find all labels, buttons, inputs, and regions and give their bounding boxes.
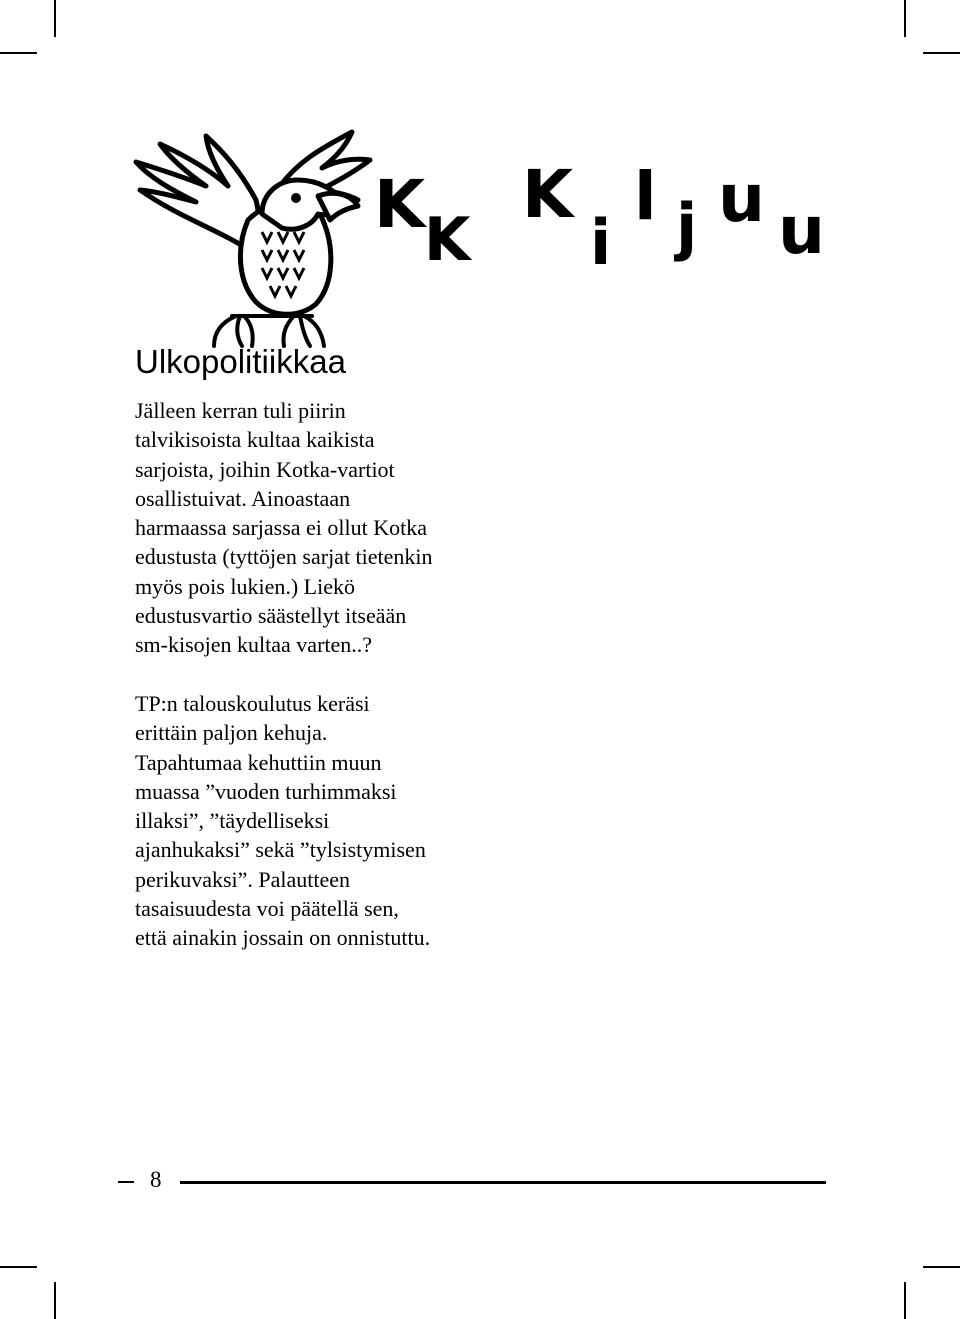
section-heading: Ulkopolitiikkaa: [135, 343, 346, 380]
paragraph-line: erittäin paljon kehuja.: [135, 720, 328, 746]
crop-mark-bottom-right-horizontal: [923, 1266, 960, 1268]
paragraph-line: illaksi”, ”täydelliseksi: [135, 808, 330, 834]
crop-mark-bottom-right-vertical: [904, 1282, 906, 1319]
paragraph-line: osallistuivat. Ainoastaan: [135, 485, 351, 511]
paragraph-line: myös pois lukien.) Liekö: [135, 573, 355, 599]
paragraph-line: talvikisoista kultaa kaikista: [135, 427, 375, 453]
paragraph-line: että ainakin jossain on onnistuttu.: [135, 925, 431, 951]
paragraph-line: edustusta (tyttöjen sarjat tietenkin: [135, 544, 433, 570]
paragraph-line: edustusvartio säästellyt itseään: [135, 603, 407, 629]
crop-mark-bottom-left-horizontal: [0, 1266, 37, 1268]
paragraph-line: tasaisuudesta voi päätellä sen,: [135, 896, 399, 922]
logo-letter-k3: K: [522, 156, 574, 233]
logo-letter-j: j: [676, 190, 698, 263]
paragraph-line: sarjoista, joihin Kotka-vartiot: [135, 456, 395, 482]
eagle-emblem-icon: [0, 0, 960, 360]
paragraph-line: perikuvaksi”. Palautteen: [135, 866, 351, 892]
paragraph-line: sm-kisojen kultaa varten..?: [135, 632, 373, 658]
logo-letter-k1: K: [374, 166, 426, 243]
paragraph-line: muassa ”vuoden turhimmaksi: [135, 778, 397, 804]
paragraph-line: Jälleen kerran tuli piirin: [135, 398, 346, 423]
paragraph-1: [135, 396, 433, 660]
paragraph-line: TP:n talouskoulutus keräsi: [135, 691, 370, 716]
paragraph-line: harmaassa sarjassa ei ollut Kotka: [135, 515, 428, 541]
paragraph-line: ajanhukaksi” sekä ”tylsistymisen: [135, 837, 426, 863]
logo-letter-u2: u: [778, 192, 825, 269]
logo-letter-u1: u: [718, 160, 765, 237]
page-number: 8: [150, 1167, 162, 1192]
logo-letter-i: i: [590, 206, 612, 279]
footer-rule: [180, 1181, 826, 1184]
logo-letter-k2: K: [424, 205, 471, 275]
footer-dash: [118, 1181, 134, 1183]
paragraph-2: [135, 689, 430, 953]
paragraph-line: Tapahtumaa kehuttiin muun: [135, 749, 382, 775]
logo-letter-l: l: [634, 158, 657, 235]
crop-mark-bottom-left-vertical: [54, 1282, 56, 1319]
